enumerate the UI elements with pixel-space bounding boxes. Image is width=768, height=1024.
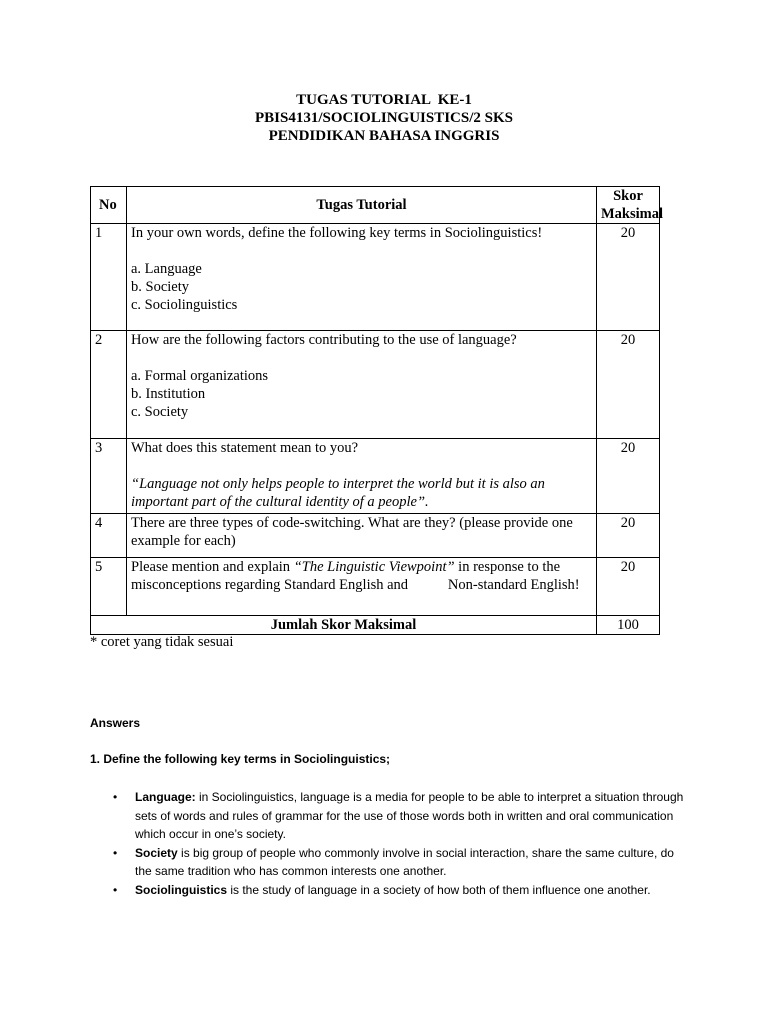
row-score: 20 [597, 514, 660, 558]
row-number: 1 [91, 224, 127, 331]
table-row [91, 439, 660, 514]
bullet-icon: • [113, 790, 118, 804]
bullet-icon: • [113, 845, 118, 860]
row-item: b. Society [131, 279, 189, 295]
definition-term: Society [135, 845, 178, 860]
row-question: In your own words, define the following key terms in Sociolinguistics! [131, 225, 543, 241]
table-header-row [91, 187, 660, 224]
row-score: 20 [597, 558, 660, 616]
definition-text: is the study of language in a society of how both of them influence one another. [227, 882, 651, 897]
title-line-2: PBIS4131/SOCIOLINGUISTICS/2 SKS [254, 110, 513, 126]
table-total-row [91, 616, 660, 635]
row-question: How are the following factors contributing to the use of language? [131, 332, 517, 348]
table-row [91, 514, 660, 558]
row-item: a. Language [131, 261, 202, 277]
row-item: a. Formal organizations [131, 368, 269, 384]
score-header-line-2: Maksimal [601, 206, 664, 222]
row-number: 5 [91, 558, 127, 616]
answers-heading: Answers [90, 716, 141, 730]
row-task [127, 224, 597, 331]
title-line-3: PENDIDIKAN BAHASA INGGRIS [268, 128, 500, 144]
row-quote: “Language not only helps people to interpret the world but it is also an important part of the cultural identity of a people”. [131, 476, 545, 510]
answer-question-1: 1. Define the following key terms in Sociolinguistics; [90, 752, 391, 766]
row-number: 2 [91, 331, 127, 439]
definition-term: Sociolinguistics [135, 882, 228, 897]
answers-section [90, 716, 690, 899]
row-score: 20 [597, 331, 660, 439]
row-task [127, 331, 597, 439]
row-score: 20 [597, 224, 660, 331]
total-score: 100 [597, 616, 660, 635]
row-task [127, 439, 597, 514]
table-row [91, 224, 660, 331]
column-header-no: No [91, 187, 127, 224]
row-number: 3 [91, 439, 127, 514]
definitions-list [90, 788, 690, 899]
row-question-rest: in response to the misconceptions regarding Standard English and Non-standard English! [131, 559, 580, 593]
definition-text: in Sociolinguistics, language is a media for people to be able to interpret a situation through sets of words and rules of grammar for the use of those words both in written and oral communication which occur in one’s society. [135, 790, 684, 841]
total-label: Jumlah Skor Maksimal [91, 616, 597, 635]
definition-term: Language: [135, 790, 196, 804]
row-question: Please mention and explain [131, 559, 294, 575]
row-question: What does this statement mean to you? [131, 440, 359, 456]
table-row [91, 558, 660, 616]
row-score: 20 [597, 439, 660, 514]
tasks-table [90, 186, 664, 635]
column-header-score [597, 187, 664, 224]
title-line-1: TUGAS TUTORIAL KE-1 [296, 92, 472, 108]
footnote: * coret yang tidak sesuai [90, 634, 234, 650]
row-question-emphasis: “The Linguistic Viewpoint” [293, 559, 455, 575]
row-item: b. Institution [131, 386, 206, 402]
column-header-task: Tugas Tutorial [127, 187, 597, 224]
row-task [127, 558, 597, 616]
list-item [113, 788, 690, 844]
row-task: There are three types of code-switching. What are they? (please provide one example for each) [127, 514, 597, 558]
definition-text: is big group of people who commonly involve in social interaction, share the same culture, do the same tradition who has common interests one another. [135, 845, 674, 878]
table-row [91, 331, 660, 439]
document-header [0, 91, 768, 145]
row-number: 4 [91, 514, 127, 558]
list-item [113, 881, 690, 900]
row-item: c. Sociolinguistics [131, 297, 238, 313]
score-header-line-1: Skor [613, 188, 643, 204]
bullet-icon: • [113, 882, 118, 897]
list-item [113, 844, 690, 881]
row-item: c. Society [131, 404, 189, 420]
